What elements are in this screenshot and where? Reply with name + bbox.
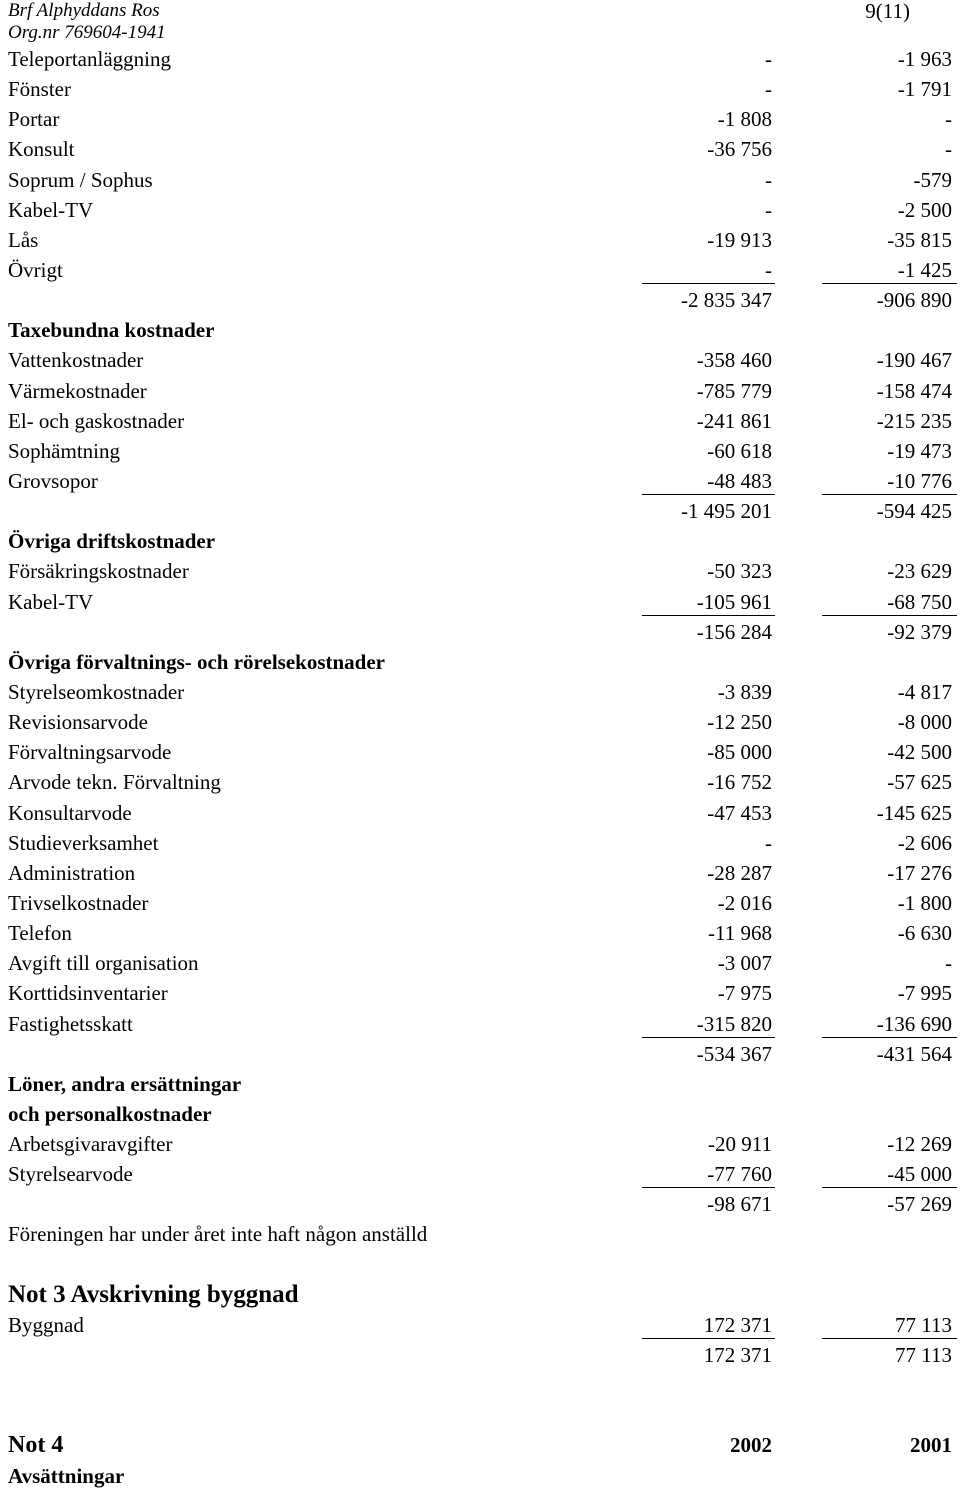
section-heading — [0, 1069, 960, 1099]
row-label: Konsultarvode — [8, 800, 132, 825]
row-spacer — [0, 1250, 960, 1280]
value-2001: -145 625 — [876, 800, 952, 825]
row-spacer — [0, 1400, 960, 1430]
line-item-row — [0, 406, 960, 436]
value-2002: -16 752 — [707, 770, 772, 795]
line-item-row — [0, 165, 960, 195]
row-label: Studieverksamhet — [8, 830, 159, 855]
value-2001: -1 425 — [897, 257, 952, 282]
financial-notes-table — [0, 44, 960, 1491]
value-2001: -42 500 — [887, 740, 952, 765]
row-label: Taxebundna kostnader — [8, 318, 215, 343]
line-item-row — [0, 436, 960, 466]
value-2002: - — [765, 257, 772, 282]
line-item-row — [0, 677, 960, 707]
row-label: Fönster — [8, 77, 71, 102]
line-item-row — [0, 104, 960, 134]
value-2002: -156 284 — [696, 619, 772, 644]
row-label: Försäkringskostnader — [8, 559, 189, 584]
year-2002: 2002 — [730, 1433, 772, 1458]
org-number: Org.nr 769604-1941 — [8, 22, 166, 43]
row-label: Not 3 Avskrivning byggnad — [8, 1280, 299, 1308]
subtotal-row — [0, 496, 960, 526]
row-label: Avsättningar — [8, 1463, 125, 1488]
note-year-row — [0, 1430, 960, 1460]
row-label: och personalkostnader — [8, 1101, 212, 1126]
value-2002: -534 367 — [696, 1041, 772, 1066]
value-2001: -7 995 — [897, 981, 952, 1006]
value-2001: -431 564 — [876, 1041, 952, 1066]
value-2001: -215 235 — [876, 408, 952, 433]
line-item-row — [0, 828, 960, 858]
value-2002: -1 495 201 — [681, 499, 772, 524]
value-2002: -7 975 — [717, 981, 772, 1006]
value-2002: -11 968 — [708, 921, 772, 946]
value-2001: -2 606 — [897, 830, 952, 855]
value-2001: -35 815 — [887, 227, 952, 252]
value-2001: -57 269 — [887, 1192, 952, 1217]
row-spacer — [0, 1370, 960, 1400]
line-item-row — [0, 798, 960, 828]
line-item-row — [0, 44, 960, 74]
line-item-row — [0, 1219, 960, 1249]
row-label: Styrelsearvode — [8, 1162, 133, 1187]
row-label: Telefon — [8, 921, 72, 946]
line-item-row — [0, 74, 960, 104]
value-2001: -1 800 — [897, 890, 952, 915]
value-2001: -906 890 — [876, 288, 952, 313]
value-2002: 172 371 — [703, 1343, 772, 1368]
value-2001: -19 473 — [887, 438, 952, 463]
value-2002: - — [765, 77, 772, 102]
row-label: Korttidsinventarier — [8, 981, 168, 1006]
value-2002: -3 007 — [717, 951, 772, 976]
value-2002: - — [765, 167, 772, 192]
row-label: Teleportanläggning — [8, 47, 171, 71]
value-2001: -68 750 — [887, 589, 952, 614]
document-header — [8, 0, 952, 46]
value-2002: - — [765, 830, 772, 855]
subtotal-row — [0, 285, 960, 315]
value-2001: 77 113 — [895, 1343, 952, 1368]
row-label: Trivselkostnader — [8, 890, 149, 915]
value-2002: -60 618 — [707, 438, 772, 463]
row-label: Revisionsarvode — [8, 710, 148, 735]
value-2001: -594 425 — [876, 499, 952, 524]
line-item-row — [0, 1159, 960, 1189]
value-2001: -10 776 — [887, 468, 952, 493]
section-heading — [0, 647, 960, 677]
row-label: Förvaltningsarvode — [8, 740, 172, 765]
row-label: Lås — [8, 227, 39, 252]
value-2001: -12 269 — [887, 1132, 952, 1157]
line-item-row — [0, 767, 960, 797]
value-2002: -77 760 — [707, 1162, 772, 1187]
subtotal-row — [0, 1189, 960, 1219]
value-2002: -19 913 — [707, 227, 772, 252]
subtotal-row — [0, 1340, 960, 1370]
value-2002: -105 961 — [696, 589, 772, 614]
page-number: 9(11) — [865, 0, 910, 23]
value-2002: -28 287 — [707, 860, 772, 885]
row-label: El- och gaskostnader — [8, 408, 185, 433]
row-label: Sophämtning — [8, 438, 121, 463]
value-2001: -158 474 — [876, 378, 952, 403]
line-item-row — [0, 858, 960, 888]
value-2002: -12 250 — [707, 710, 772, 735]
row-label: Arvode tekn. Förvaltning — [8, 770, 221, 795]
value-2001: -579 — [913, 167, 952, 192]
row-label: Grovsopor — [8, 468, 98, 493]
row-label: Kabel-TV — [8, 197, 94, 222]
value-2002: -785 779 — [696, 378, 772, 403]
year-2001: 2001 — [910, 1433, 952, 1458]
value-2001: -23 629 — [887, 559, 952, 584]
line-item-row — [0, 466, 960, 496]
row-label: Övriga förvaltnings- och rörelsekostnader — [8, 649, 385, 674]
value-2001: -1 963 — [897, 47, 952, 71]
value-2002: -36 756 — [707, 137, 772, 162]
value-2002: -85 000 — [707, 740, 772, 765]
row-label: Värmekostnader — [8, 378, 147, 403]
value-2002: - — [765, 197, 772, 222]
line-item-row — [0, 918, 960, 948]
value-2001: -190 467 — [876, 348, 952, 373]
line-item-row — [0, 195, 960, 225]
note-heading — [0, 1280, 960, 1310]
row-label: Löner, andra ersättningar — [8, 1071, 242, 1096]
subtotal-row — [0, 617, 960, 647]
line-item-row — [0, 225, 960, 255]
value-2001: -1 791 — [897, 77, 952, 102]
value-2002: - — [765, 47, 772, 71]
row-label: Byggnad — [8, 1312, 84, 1337]
value-2002: -1 808 — [717, 107, 772, 132]
line-item-row — [0, 255, 960, 285]
line-item-row — [0, 345, 960, 375]
org-name: Brf Alphyddans Ros — [8, 0, 160, 21]
line-item-row — [0, 1129, 960, 1159]
section-heading — [0, 1461, 960, 1491]
line-item-row — [0, 737, 960, 767]
value-2002: 172 371 — [703, 1312, 772, 1337]
row-label: Vattenkostnader — [8, 348, 144, 373]
section-heading — [0, 526, 960, 556]
value-2001: -6 630 — [897, 921, 952, 946]
value-2001: 77 113 — [895, 1312, 952, 1337]
line-item-row — [0, 707, 960, 737]
value-2002: -98 671 — [707, 1192, 772, 1217]
row-label: Styrelseomkostnader — [8, 679, 185, 704]
value-2001: -136 690 — [876, 1011, 952, 1036]
value-2001: -8 000 — [897, 710, 952, 735]
section-heading — [0, 1099, 960, 1129]
value-2001: - — [945, 951, 952, 976]
subtotal-row — [0, 1039, 960, 1069]
value-2002: -241 861 — [696, 408, 772, 433]
row-label: Portar — [8, 107, 60, 132]
row-label: Kabel-TV — [8, 589, 94, 614]
line-item-row — [0, 978, 960, 1008]
value-2001: -45 000 — [887, 1162, 952, 1187]
value-2002: -2 835 347 — [681, 288, 772, 313]
row-label: Avgift till organisation — [8, 951, 199, 976]
row-label: Fastighetsskatt — [8, 1011, 133, 1036]
section-heading — [0, 315, 960, 345]
value-2001: -17 276 — [887, 860, 952, 885]
row-label: Övrigt — [8, 257, 63, 282]
value-2001: -2 500 — [897, 197, 952, 222]
value-2002: -20 911 — [708, 1132, 772, 1157]
row-label: Soprum / Sophus — [8, 167, 153, 192]
row-label: Not 4 — [8, 1432, 64, 1459]
row-label: Föreningen har under året inte haft någon anställd — [8, 1222, 428, 1247]
line-item-row — [0, 948, 960, 978]
value-2001: - — [945, 107, 952, 132]
value-2002: -47 453 — [707, 800, 772, 825]
row-label: Administration — [8, 860, 136, 885]
value-2002: -3 839 — [717, 679, 772, 704]
row-label: Övriga driftskostnader — [8, 529, 216, 554]
value-2001: -57 625 — [887, 770, 952, 795]
line-item-row — [0, 888, 960, 918]
line-item-row — [0, 556, 960, 586]
value-2002: -2 016 — [717, 890, 772, 915]
value-2001: - — [945, 137, 952, 162]
value-2001: -4 817 — [897, 679, 952, 704]
line-item-row — [0, 1310, 960, 1340]
line-item-row — [0, 376, 960, 406]
value-2001: -92 379 — [887, 619, 952, 644]
value-2002: -50 323 — [707, 559, 772, 584]
line-item-row — [0, 134, 960, 164]
value-2002: -48 483 — [707, 468, 772, 493]
line-item-row — [0, 587, 960, 617]
value-2002: -358 460 — [696, 348, 772, 373]
line-item-row — [0, 1009, 960, 1039]
row-label: Arbetsgivaravgifter — [8, 1132, 173, 1157]
row-label: Konsult — [8, 137, 75, 162]
value-2002: -315 820 — [696, 1011, 772, 1036]
